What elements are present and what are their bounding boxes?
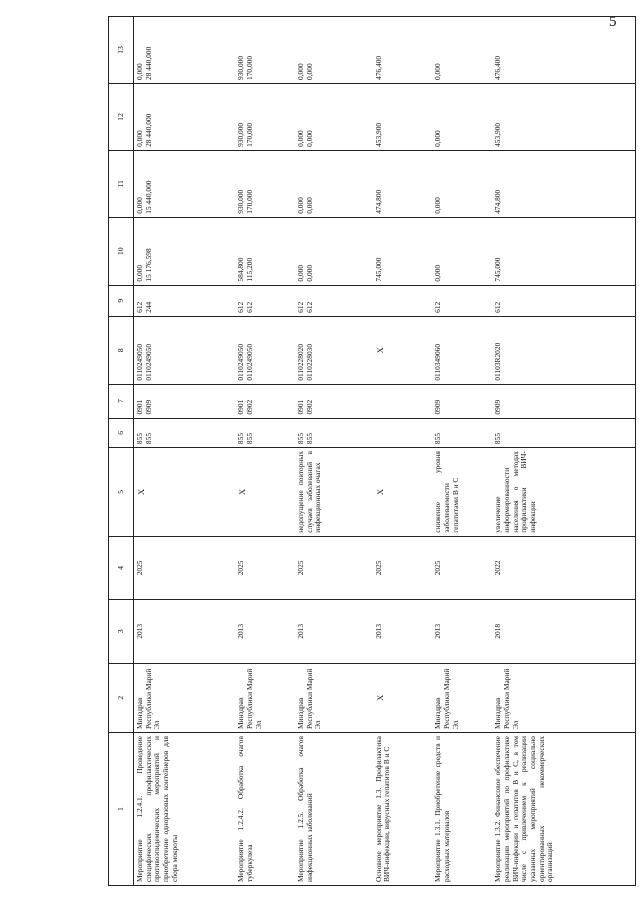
header-cell: 5 (109, 448, 134, 537)
table-row (373, 17, 433, 886)
cell-start-year: 2013 (432, 600, 492, 663)
cell-rzpr (373, 384, 433, 418)
cell-executor: X (373, 663, 433, 733)
cell-csr: 0110349060 (432, 316, 492, 384)
cell-rzpr: 0901 0902 (235, 384, 295, 418)
cell-csr: 0110249050 0110249050 (235, 316, 295, 384)
cell-rzpr: 0901 0902 (295, 384, 373, 418)
header-cell: 13 (109, 17, 134, 84)
cell-activity: Основное мероприятие 1.3. Профилактика ВИЧ-инфекции, вирусных гепатитов В и С (373, 733, 433, 886)
rotated-table-wrapper (108, 16, 636, 886)
cell-value-13: 0,000 28 440,000 (134, 17, 236, 84)
cell-value-11: 0,000 15 440,000 (134, 150, 236, 217)
header-cell: 3 (109, 600, 134, 663)
cell-value-13: 0,000 (432, 17, 492, 84)
cell-result: снижение уровня заболеваемости гепатитами В и С (432, 448, 492, 537)
cell-start-year: 2018 (492, 600, 635, 663)
cell-value-13: 476,400 (373, 17, 433, 84)
cell-vr: 612 (432, 285, 492, 316)
cell-executor: Минздрав Республики Марий Эл (134, 663, 236, 733)
cell-result: недопущение повторных случаев заболеваний в инфекционных очагах (295, 448, 373, 537)
table-row (432, 17, 492, 886)
cell-value-10: 0,000 0,000 (295, 217, 373, 285)
cell-result: X (235, 448, 295, 537)
cell-result: X (373, 448, 433, 537)
cell-value-13: 476,400 (492, 17, 635, 84)
cell-value-13: 0,000 0,000 (295, 17, 373, 84)
cell-activity: Мероприятие 1.2.4.1. Проведение специфических профилактических противоэпидемических мероприятий и приобретение одноразовых контейнеров для сбора мокроты (134, 733, 236, 886)
cell-value-12: 453,900 (492, 83, 635, 150)
cell-executor: Минздрав Республики Марий Эл (432, 663, 492, 733)
cell-value-10: 584,800 115,200 (235, 217, 295, 285)
page-number: 5 (609, 14, 617, 30)
cell-value-10: 0,000 (432, 217, 492, 285)
cell-value-12: 930,000 170,000 (235, 83, 295, 150)
header-cell: 6 (109, 418, 134, 448)
cell-value-12: 0,000 28 440,000 (134, 83, 236, 150)
cell-end-year: 2025 (373, 536, 433, 599)
cell-value-11: 0,000 0,000 (295, 150, 373, 217)
table-row (295, 17, 373, 886)
cell-end-year: 2025 (432, 536, 492, 599)
cell-rzpr: 0901 0909 (134, 384, 236, 418)
header-cell: 4 (109, 536, 134, 599)
cell-end-year: 2025 (235, 536, 295, 599)
table-row (235, 17, 295, 886)
cell-end-year: 2025 (134, 536, 236, 599)
cell-value-13: 930,000 170,000 (235, 17, 295, 84)
cell-csr: 0110228020 0110228030 (295, 316, 373, 384)
cell-value-12: 0,000 0,000 (295, 83, 373, 150)
cell-start-year: 2013 (295, 600, 373, 663)
cell-value-11: 0,000 (432, 150, 492, 217)
header-cell: 7 (109, 384, 134, 418)
cell-executor: Минздрав Республики Марий Эл (492, 663, 635, 733)
header-cell: 8 (109, 316, 134, 384)
cell-executor: Минздрав Республики Марий Эл (295, 663, 373, 733)
cell-activity: Мероприятие 1.2.5. Обработка очагов инфекционных заболеваний (295, 733, 373, 886)
table-row (134, 17, 236, 886)
cell-grbs: 855 (432, 418, 492, 448)
cell-end-year: 2025 (295, 536, 373, 599)
cell-grbs (373, 418, 433, 448)
cell-result: увеличение информированности населения о методах профилактики ВИЧ-инфекции (492, 448, 635, 537)
cell-grbs: 855 (492, 418, 635, 448)
cell-start-year: 2013 (235, 600, 295, 663)
cell-activity: Мероприятие 1.2.4.2. Обработка очагов туберкулеза (235, 733, 295, 886)
cell-value-11: 930,000 170,000 (235, 150, 295, 217)
header-cell: 9 (109, 285, 134, 316)
cell-grbs: 855 855 (295, 418, 373, 448)
cell-vr: 612 (492, 285, 635, 316)
cell-end-year: 2022 (492, 536, 635, 599)
cell-grbs: 855 855 (134, 418, 236, 448)
cell-activity: Мероприятие 1.3.1. Приобретение средств и расходных материалов (432, 733, 492, 886)
cell-vr: 612 244 (134, 285, 236, 316)
cell-executor: Минздрав Республики Марий Эл (235, 663, 295, 733)
cell-activity: Мероприятие 1.3.2. Финансовое обеспечение реализации мероприятий по профилактике ВИЧ-инфекции и гепатитов В и С, в том числе с привлечением к реализации указанных мероприятий социально ориентированных некоммерческих организаций (492, 733, 635, 886)
header-cell: 12 (109, 83, 134, 150)
header-cell: 2 (109, 663, 134, 733)
header-cell: 1 (109, 733, 134, 886)
header-row (109, 17, 134, 886)
cell-value-12: 453,900 (373, 83, 433, 150)
header-cell: 11 (109, 150, 134, 217)
cell-value-11: 474,800 (373, 150, 433, 217)
cell-result: X (134, 448, 236, 537)
header-cell: 10 (109, 217, 134, 285)
cell-rzpr: 0909 (492, 384, 635, 418)
table-row (492, 17, 635, 886)
cell-value-12: 0,000 (432, 83, 492, 150)
cell-value-11: 474,800 (492, 150, 635, 217)
cell-vr: 612 612 (295, 285, 373, 316)
cell-rzpr: 0909 (432, 384, 492, 418)
program-table (108, 16, 636, 886)
cell-value-10: 745,000 (492, 217, 635, 285)
cell-grbs: 855 855 (235, 418, 295, 448)
cell-value-10: 0,000 15 176,598 (134, 217, 236, 285)
cell-csr: X (373, 316, 433, 384)
cell-csr: 01103R2020 (492, 316, 635, 384)
cell-start-year: 2013 (373, 600, 433, 663)
cell-start-year: 2013 (134, 600, 236, 663)
cell-vr (373, 285, 433, 316)
cell-csr: 0110249050 0110249050 (134, 316, 236, 384)
cell-vr: 612 612 (235, 285, 295, 316)
cell-value-10: 745,000 (373, 217, 433, 285)
